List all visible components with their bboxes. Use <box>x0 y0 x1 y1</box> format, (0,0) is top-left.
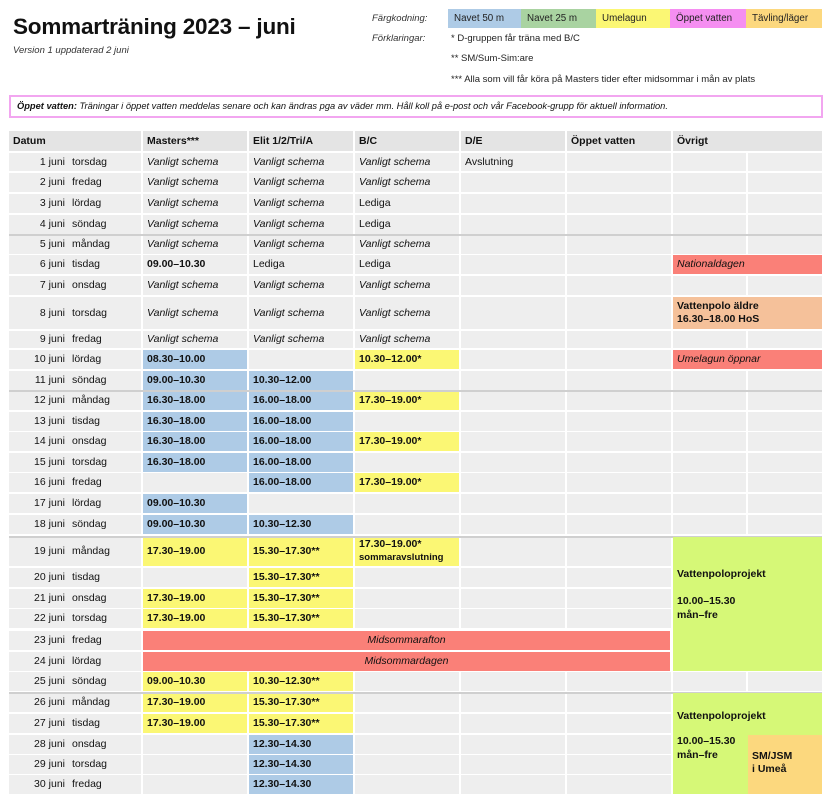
row-date: 2 juni <box>39 176 65 188</box>
page-title: Sommarträning 2023 – juni <box>13 14 296 39</box>
row-date: 14 juni <box>34 435 65 447</box>
table-cell-bg <box>673 153 746 171</box>
cell-elit: 12.30–14.30 <box>249 775 353 794</box>
row-date: 28 juni <box>34 738 65 750</box>
table-cell-bg <box>461 412 565 431</box>
table-cell-bg <box>567 494 671 513</box>
legend-tavling: Tävling/läger <box>746 9 822 28</box>
row-date: 24 juni <box>34 655 65 667</box>
table-cell-bg <box>461 714 565 733</box>
row-weekday: onsdag <box>72 592 107 604</box>
vattenpolo-block-2-line: mån–fre <box>677 749 718 761</box>
row-weekday: måndag <box>72 545 110 557</box>
row-weekday: torsdag <box>72 307 108 319</box>
table-cell-bg <box>748 391 822 410</box>
row-date: 30 juni <box>34 778 65 790</box>
cell-masters: 17.30–19.00 <box>143 537 247 566</box>
cell-elit: Vanligt schema <box>253 176 325 188</box>
row-date: 16 juni <box>34 476 65 488</box>
table-cell-bg <box>355 755 459 774</box>
table-cell-bg <box>355 494 459 513</box>
row-weekday: tisdag <box>72 415 101 427</box>
table-cell-bg <box>461 568 565 587</box>
row-weekday: söndag <box>72 218 107 230</box>
row-weekday: onsdag <box>72 435 107 447</box>
row-weekday: tisdag <box>72 717 101 729</box>
row-weekday: torsdag <box>72 156 108 168</box>
table-cell-bg <box>355 775 459 794</box>
row-date: 8 juni <box>39 307 65 319</box>
row-weekday: tisdag <box>72 571 101 583</box>
row-date: 17 juni <box>34 497 65 509</box>
row-weekday: onsdag <box>72 279 107 291</box>
table-cell-bg <box>461 297 565 329</box>
table-cell-bg <box>461 775 565 794</box>
table-cell-bg <box>567 297 671 329</box>
row-weekday: lördag <box>72 197 102 209</box>
row-date: 4 juni <box>39 218 65 230</box>
cell-bc: Lediga <box>359 197 391 209</box>
table-cell-bg <box>461 235 565 254</box>
col-header-ovrigt: Övrigt <box>673 131 822 151</box>
row-date: 29 juni <box>34 758 65 770</box>
cell-bc: Vanligt schema <box>359 238 431 250</box>
table-cell-bg <box>567 537 671 566</box>
row-date: 27 juni <box>34 717 65 729</box>
table-cell-bg <box>748 515 822 534</box>
table-cell-bg <box>567 153 671 171</box>
row-weekday: tisdag <box>72 258 101 270</box>
cell-elit: Vanligt schema <box>253 156 325 168</box>
cell-elit: Vanligt schema <box>253 333 325 345</box>
cell-ovrigt <box>673 297 822 329</box>
cell-masters: Vanligt schema <box>147 197 219 209</box>
cell-ovrigt: Nationaldagen <box>673 255 822 274</box>
table-cell-bg <box>143 775 247 794</box>
table-cell-bg <box>567 609 671 628</box>
table-cell-bg <box>673 515 746 534</box>
cell-elit: Lediga <box>253 258 285 270</box>
cell-elit: 16.00–18.00 <box>249 473 353 492</box>
row-weekday: torsdag <box>72 456 108 468</box>
table-cell-bg <box>673 173 746 192</box>
legend-navet50: Navet 50 m <box>448 9 521 28</box>
table-cell-bg <box>673 391 746 410</box>
row-weekday: lördag <box>72 353 102 365</box>
table-cell-bg <box>567 215 671 234</box>
legend-navet25: Navet 25 m <box>521 9 596 28</box>
vattenpolo-block-1-line: 10.00–15.30 <box>677 595 736 607</box>
table-cell-bg <box>748 453 822 472</box>
table-cell-bg <box>567 371 671 390</box>
col-header-masters: Masters*** <box>143 131 247 151</box>
cell-bc: Lediga <box>359 218 391 230</box>
table-cell-bg <box>748 173 822 192</box>
table-cell-bg <box>461 215 565 234</box>
table-cell-bg <box>567 276 671 295</box>
cell-masters: Vanligt schema <box>147 156 219 168</box>
col-header-bc: B/C <box>355 131 459 151</box>
cell-elit: 16.00–18.00 <box>249 412 353 431</box>
table-cell-bg <box>567 412 671 431</box>
cell-masters: 09.00–10.30 <box>143 515 247 534</box>
table-cell-bg <box>355 672 459 691</box>
table-cell-bg <box>673 371 746 390</box>
cell-masters: 09.00–10.30 <box>147 258 206 270</box>
cell-masters: 16.30–18.00 <box>143 453 247 472</box>
table-cell-bg <box>748 153 822 171</box>
table-cell-bg <box>673 473 746 492</box>
table-cell-bg <box>461 255 565 274</box>
table-cell-bg <box>355 453 459 472</box>
cell-bc: Vanligt schema <box>359 333 431 345</box>
row-weekday: måndag <box>72 394 110 406</box>
row-weekday: lördag <box>72 655 102 667</box>
cell-masters: Vanligt schema <box>147 307 219 319</box>
notice-heading: Öppet vatten: <box>17 101 77 111</box>
vattenpolo-block-1 <box>673 537 822 671</box>
cell-bc: Lediga <box>359 258 391 270</box>
table-cell-bg <box>567 672 671 691</box>
table-cell-bg <box>673 672 746 691</box>
week-separator <box>9 234 822 236</box>
notice-text: Träningar i öppet vatten meddelas senare och kan ändras pga av väder mm. Håll koll på e-post och vår Facebook-grupp för aktuell information. <box>76 101 668 111</box>
table-cell-bg <box>748 331 822 348</box>
table-cell-bg <box>461 537 565 566</box>
table-cell-bg <box>461 589 565 608</box>
cell-elit: 10.30–12.30** <box>249 672 353 691</box>
cell-bc: 17.30–19.00* <box>355 391 459 410</box>
table-cell-bg <box>461 173 565 192</box>
row-weekday: söndag <box>72 518 107 530</box>
table-cell-bg <box>567 473 671 492</box>
row-date: 22 juni <box>34 612 65 624</box>
cell-elit: 16.00–18.00 <box>249 432 353 451</box>
table-cell-bg <box>355 609 459 628</box>
legend-oppet-vatten: Öppet vatten <box>670 9 746 28</box>
row-date: 1 juni <box>39 156 65 168</box>
row-date: 5 juni <box>39 238 65 250</box>
table-cell-bg <box>249 350 353 369</box>
cell-masters: 09.00–10.30 <box>143 672 247 691</box>
cell-elit: 10.30–12.00 <box>249 371 353 390</box>
row-date: 19 juni <box>34 545 65 557</box>
table-cell-bg <box>355 693 459 712</box>
table-cell-bg <box>461 432 565 451</box>
row-weekday: söndag <box>72 675 107 687</box>
holiday-banner: Midsommarafton <box>143 631 670 650</box>
table-cell-bg <box>143 473 247 492</box>
cell-bc: Vanligt schema <box>359 307 431 319</box>
row-weekday: torsdag <box>72 612 108 624</box>
cell-masters: Vanligt schema <box>147 176 219 188</box>
row-date: 7 juni <box>39 279 65 291</box>
table-cell-bg <box>461 453 565 472</box>
table-cell-bg <box>567 693 671 712</box>
bc-subnote: sommaravslutning <box>359 552 444 563</box>
color-coding-label: Färgkodning: <box>372 13 428 24</box>
cell-elit: 15.30–17.30** <box>249 714 353 733</box>
table-cell-bg <box>567 568 671 587</box>
table-cell-bg <box>673 453 746 472</box>
row-date: 23 juni <box>34 634 65 646</box>
row-weekday: måndag <box>72 696 110 708</box>
cell-bc: Vanligt schema <box>359 156 431 168</box>
row-date: 13 juni <box>34 415 65 427</box>
table-cell-bg <box>461 473 565 492</box>
table-cell-bg <box>143 755 247 774</box>
row-weekday: onsdag <box>72 738 107 750</box>
table-cell-bg <box>355 371 459 390</box>
table-cell-bg <box>461 331 565 348</box>
table-cell-bg <box>461 276 565 295</box>
cell-masters: 09.00–10.30 <box>143 371 247 390</box>
cell-masters: 16.30–18.00 <box>143 412 247 431</box>
table-cell-bg <box>355 568 459 587</box>
table-cell-bg <box>355 589 459 608</box>
row-weekday: fredag <box>72 476 102 488</box>
row-date: 18 juni <box>34 518 65 530</box>
row-weekday: måndag <box>72 238 110 250</box>
row-weekday: lördag <box>72 497 102 509</box>
table-cell-bg <box>355 735 459 754</box>
cell-masters: Vanligt schema <box>147 218 219 230</box>
cell-elit: Vanligt schema <box>253 197 325 209</box>
table-cell-bg <box>567 432 671 451</box>
row-weekday: fredag <box>72 333 102 345</box>
row-weekday: söndag <box>72 374 107 386</box>
cell-bc: 17.30–19.00* <box>355 473 459 492</box>
table-cell-bg <box>461 672 565 691</box>
cell-masters: 17.30–19.00 <box>143 714 247 733</box>
cell-bc: 17.30–19.00* <box>355 432 459 451</box>
cell-masters: Vanligt schema <box>147 238 219 250</box>
cell-elit: 12.30–14.30 <box>249 735 353 754</box>
cell-elit: Vanligt schema <box>253 307 325 319</box>
cell-elit: 12.30–14.30 <box>249 755 353 774</box>
table-cell-bg <box>567 453 671 472</box>
explanations-label: Förklaringar: <box>372 33 426 44</box>
table-cell-bg <box>567 714 671 733</box>
cell-elit: 16.00–18.00 <box>249 391 353 410</box>
row-date: 20 juni <box>34 571 65 583</box>
cell-masters: 17.30–19.00 <box>143 589 247 608</box>
cell-elit: 15.30–17.30** <box>249 589 353 608</box>
cell-ovrigt: Umelagun öppnar <box>673 350 822 369</box>
table-cell-bg <box>461 194 565 213</box>
row-date: 21 juni <box>34 592 65 604</box>
vattenpolo-block-1-line: mån–fre <box>677 609 718 621</box>
cell-elit: 15.30–17.30** <box>249 537 353 566</box>
cell-masters: 08.30–10.00 <box>143 350 247 369</box>
cell-masters: 17.30–19.00 <box>143 693 247 712</box>
table-cell-bg <box>567 735 671 754</box>
cell-elit: 10.30–12.30 <box>249 515 353 534</box>
row-date: 12 juni <box>34 394 65 406</box>
table-cell-bg <box>673 331 746 348</box>
col-header-datum: Datum <box>9 131 141 151</box>
table-cell-bg <box>461 371 565 390</box>
vattenpolo-block-2-line: Vattenpoloprojekt <box>677 710 766 722</box>
row-date: 25 juni <box>34 675 65 687</box>
table-cell-bg <box>673 215 746 234</box>
cell-de: Avslutning <box>465 156 514 168</box>
cell-masters: Vanligt schema <box>147 279 219 291</box>
cell-bc: Vanligt schema <box>359 279 431 291</box>
table-cell-bg <box>673 412 746 431</box>
cell-elit: 15.30–17.30** <box>249 609 353 628</box>
table-cell-bg <box>355 412 459 431</box>
cell-bc <box>355 537 459 566</box>
version-subtitle: Version 1 uppdaterad 2 juni <box>13 45 129 56</box>
table-cell-bg <box>143 568 247 587</box>
table-cell-bg <box>748 235 822 254</box>
table-cell-bg <box>673 276 746 295</box>
table-cell-bg <box>355 714 459 733</box>
table-cell-bg <box>748 371 822 390</box>
table-cell-bg <box>461 609 565 628</box>
table-cell-bg <box>461 693 565 712</box>
note-2: ** SM/Sum-Sim:are <box>451 53 534 64</box>
cell-masters: 16.30–18.00 <box>143 391 247 410</box>
col-header-elit: Elit 1/2/Tri/A <box>249 131 353 151</box>
table-cell-bg <box>748 432 822 451</box>
table-cell-bg <box>673 432 746 451</box>
note-1: * D-gruppen får träna med B/C <box>451 33 580 44</box>
cell-masters: 16.30–18.00 <box>143 432 247 451</box>
cell-masters: Vanligt schema <box>147 333 219 345</box>
table-cell-bg <box>748 473 822 492</box>
table-cell-bg <box>567 235 671 254</box>
table-cell-bg <box>461 755 565 774</box>
table-cell-bg <box>567 755 671 774</box>
table-cell-bg <box>567 194 671 213</box>
table-cell-bg <box>567 515 671 534</box>
table-cell-bg <box>143 735 247 754</box>
table-cell-bg <box>461 515 565 534</box>
table-cell-bg <box>748 494 822 513</box>
sm-jsm-block-line: SM/JSM <box>752 750 793 762</box>
bc-time: 17.30–19.00* <box>359 538 422 550</box>
ovrigt-line: Vattenpolo äldre <box>677 300 759 312</box>
table-cell-bg <box>567 173 671 192</box>
table-cell-bg <box>567 331 671 348</box>
row-date: 10 juni <box>34 353 65 365</box>
cell-bc: Vanligt schema <box>359 176 431 188</box>
row-date: 3 juni <box>39 197 65 209</box>
table-cell-bg <box>249 494 353 513</box>
row-weekday: torsdag <box>72 758 108 770</box>
row-weekday: fredag <box>72 176 102 188</box>
cell-elit: Vanligt schema <box>253 279 325 291</box>
table-cell-bg <box>748 215 822 234</box>
table-cell-bg <box>461 350 565 369</box>
table-cell-bg <box>748 276 822 295</box>
sm-jsm-block <box>748 735 822 794</box>
open-water-notice <box>9 95 823 118</box>
cell-elit: 16.00–18.00 <box>249 453 353 472</box>
cell-elit: 15.30–17.30** <box>249 693 353 712</box>
cell-elit: Vanligt schema <box>253 238 325 250</box>
row-weekday: fredag <box>72 778 102 790</box>
row-date: 26 juni <box>34 696 65 708</box>
cell-elit: 15.30–17.30** <box>249 568 353 587</box>
table-cell-bg <box>567 255 671 274</box>
table-cell-bg <box>748 672 822 691</box>
table-cell-bg <box>673 494 746 513</box>
week-separator <box>9 390 822 392</box>
col-header-oppet-vatten: Öppet vatten <box>567 131 671 151</box>
cell-masters: 09.00–10.30 <box>143 494 247 513</box>
table-cell-bg <box>355 515 459 534</box>
cell-bc: 10.30–12.00* <box>355 350 459 369</box>
holiday-banner: Midsommardagen <box>143 652 670 671</box>
table-cell-bg <box>567 775 671 794</box>
row-weekday: fredag <box>72 634 102 646</box>
table-cell-bg <box>748 194 822 213</box>
table-cell-bg <box>567 350 671 369</box>
table-cell-bg <box>673 235 746 254</box>
table-cell-bg <box>461 391 565 410</box>
table-cell-bg <box>748 412 822 431</box>
vattenpolo-block-2-line: 10.00–15.30 <box>677 735 736 747</box>
note-3: *** Alla som vill får köra på Masters tider efter midsommar i mån av plats <box>451 74 756 85</box>
row-date: 11 juni <box>34 374 65 386</box>
table-cell-bg <box>567 589 671 608</box>
table-cell-bg <box>673 194 746 213</box>
legend-umelagun: Umelagun <box>596 9 670 28</box>
row-date: 6 juni <box>39 258 65 270</box>
table-cell-bg <box>461 735 565 754</box>
row-date: 15 juni <box>34 456 65 468</box>
ovrigt-line: 16.30–18.00 HoS <box>677 313 760 325</box>
vattenpolo-block-1-line: Vattenpoloprojekt <box>677 568 766 580</box>
table-cell-bg <box>461 494 565 513</box>
sm-jsm-block-line: i Umeå <box>752 763 787 775</box>
cell-elit: Vanligt schema <box>253 218 325 230</box>
row-date: 9 juni <box>39 333 65 345</box>
col-header-de: D/E <box>461 131 565 151</box>
cell-masters: 17.30–19.00 <box>143 609 247 628</box>
table-cell-bg <box>567 391 671 410</box>
